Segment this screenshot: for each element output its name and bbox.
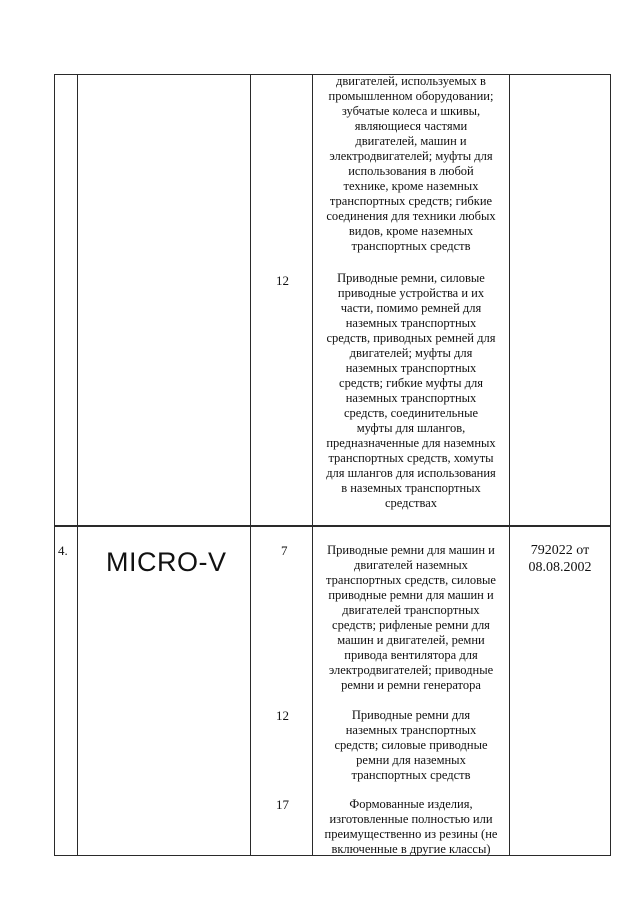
col-border-goods <box>509 74 510 856</box>
col-border-class <box>312 74 313 856</box>
goods-class-12-row4-text: Приводные ремни для наземных транспортных средств; силовые приводные ремни для наземных транспортных средств <box>334 708 488 782</box>
class-number-17: 17 <box>276 797 289 812</box>
trademark-word-mark: MICRO-V <box>106 547 227 577</box>
col-border-left <box>54 74 55 856</box>
goods-class-7-text: Приводные ремни для машин и двигателей наземных транспортных средств, силовые приводные ремни для машин и двигателей транспортных средств; рифленые ремни для машин и двигателей, ремни привода вентилятора для электродвигателей; приводные ремни и ремни генератора <box>326 543 496 692</box>
goods-continued-text: двигателей, используемых в промышленном оборудовании; зубчатые колеса и шкивы, являющиеся частями двигателей, машин и электродвигателей; муфты для использования в любой технике, кроме наземных транспортных средств; гибкие соединения для техники любых видов, кроме наземных транспортных средств <box>326 74 496 253</box>
class-number-12: 12 <box>276 273 289 288</box>
col-border-right <box>610 74 611 856</box>
class-number-7: 7 <box>281 543 288 558</box>
registration-number-date: 792022 от 08.08.2002 <box>528 543 592 575</box>
class-number-12-row4: 12 <box>276 708 289 723</box>
goods-class-12-text: Приводные ремни, силовые приводные устройства и их части, помимо ремней для наземных транспортных средств, приводных ремней для двигателей; муфты для наземных транспортных средств; гибкие муфты для наземных транспортных средств, соединительные муфты для шлангов, предназначенные для наземных транспортных средств, хомуты для шлангов для использования в наземных транспортных средствах <box>326 271 496 510</box>
col-border-mark <box>250 74 251 856</box>
goods-class-17-text: Формованные изделия, изготовленные полностью или преимущественно из резины (не включенные в другие классы) <box>324 797 498 856</box>
col-border-number <box>77 74 78 856</box>
row-divider <box>54 525 611 527</box>
row-number: 4. <box>58 543 68 558</box>
